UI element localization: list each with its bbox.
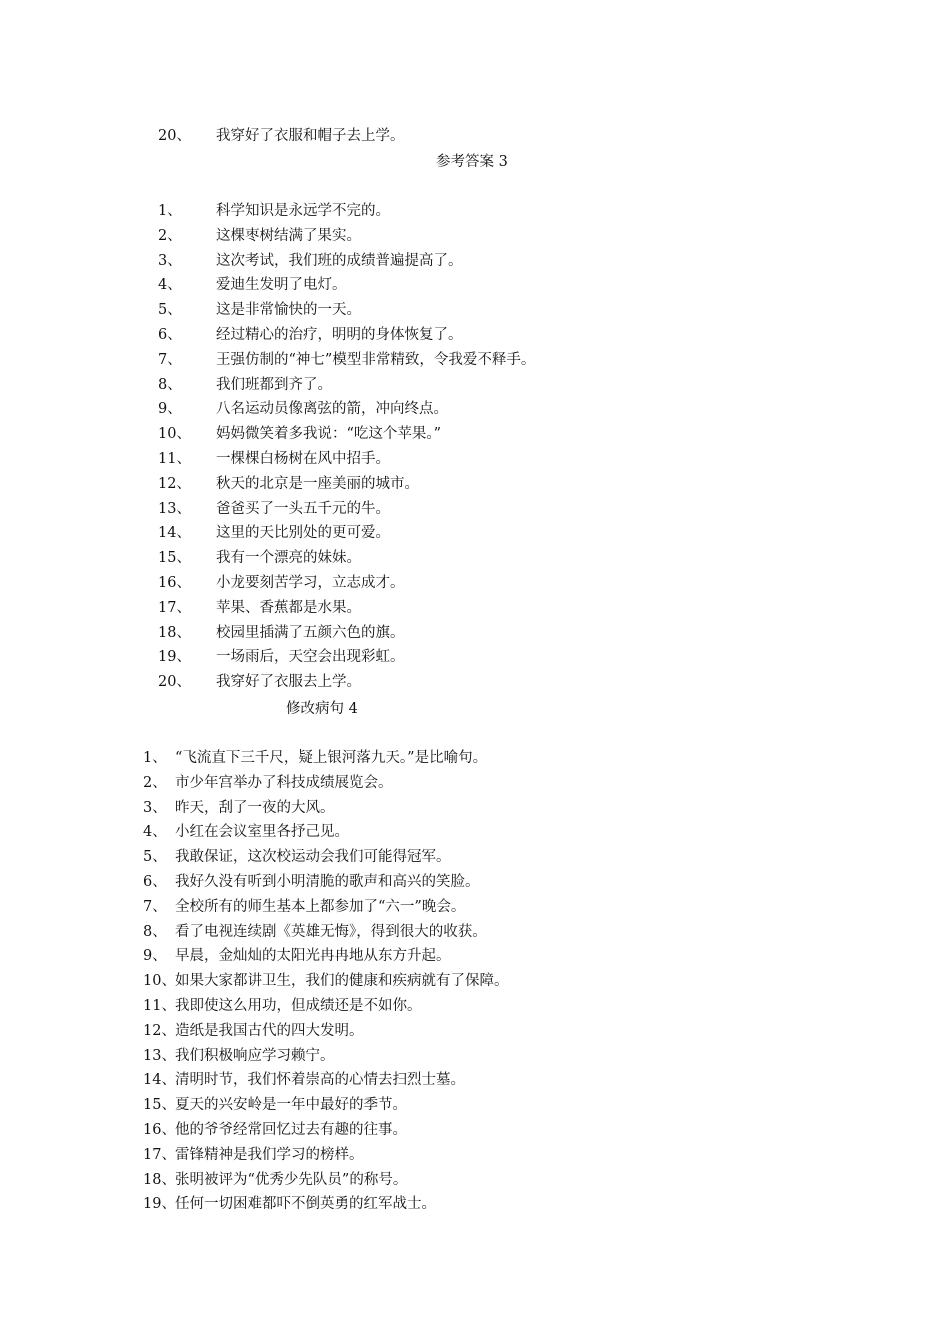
- item-text: 全校所有的师生基本上都参加了“六一”晚会。: [175, 898, 466, 915]
- item-number: 10、: [158, 426, 191, 443]
- item-text: 市少年宫举办了科技成绩展览会。: [175, 774, 393, 791]
- item-number: 16、: [143, 1122, 176, 1138]
- item-number: 19、: [143, 1196, 176, 1213]
- item-number: 17、: [158, 599, 191, 616]
- item-number: 2、: [143, 774, 167, 791]
- item-text: 八名运动员像离弦的箭，冲向终点。: [216, 401, 448, 418]
- item-text: 一棵棵白杨树在风中招手。: [216, 451, 390, 467]
- item-text: 妈妈微笑着多我说：“吃这个苹果。”: [216, 426, 442, 443]
- item-text: 校园里插满了五颜六色的旗。: [216, 624, 405, 641]
- correction-section-title: 修改病句 4: [286, 701, 358, 717]
- item-number: 12、: [158, 475, 191, 492]
- item-number: 9、: [143, 948, 167, 965]
- item-number: 2、: [158, 227, 182, 244]
- item-text: 爸爸买了一头五千元的牛。: [216, 500, 390, 517]
- item-text: 雷锋精神是我们学习的榜样。: [175, 1146, 364, 1163]
- item-number: 16、: [158, 575, 191, 591]
- item-text: 这是非常愉快的一天。: [216, 302, 361, 319]
- item-number: 15、: [143, 1097, 176, 1114]
- item-text: 我穿好了衣服和帽子去上学。: [216, 128, 405, 144]
- item-number: 5、: [158, 302, 182, 319]
- item-text: 我好久没有听到小明清脆的歌声和高兴的笑脸。: [175, 874, 480, 890]
- item-number: 10、: [143, 973, 176, 990]
- item-number: 17、: [143, 1146, 176, 1163]
- item-text: 我们积极响应学习赖宁。: [175, 1047, 335, 1064]
- item-number: 13、: [143, 1047, 176, 1064]
- item-number: 5、: [143, 849, 167, 866]
- item-text: 这里的天比别处的更可爱。: [216, 525, 390, 542]
- item-number: 15、: [158, 550, 191, 567]
- item-number: 20、: [158, 674, 191, 691]
- item-number: 18、: [143, 1171, 176, 1188]
- item-text: 秋天的北京是一座美丽的城市。: [216, 475, 419, 492]
- item-text: 看了电视连续剧《英雄无悔》，得到很大的收获。: [175, 923, 487, 940]
- item-number: 18、: [158, 624, 191, 641]
- item-text: “飞流直下三千尺，疑上银河落九天。”是比喻句。: [175, 750, 488, 766]
- item-text: 他的爷爷经常回忆过去有趣的往事。: [175, 1122, 407, 1138]
- item-number: 12、: [143, 1022, 176, 1039]
- item-number: 4、: [143, 824, 167, 841]
- item-text: 这棵枣树结满了果实。: [216, 227, 361, 244]
- item-text: 我敢保证，这次校运动会我们可能得冠军。: [175, 849, 451, 866]
- item-text: 我即使这么用功，但成绩还是不如你。: [175, 998, 422, 1014]
- item-number: 3、: [143, 799, 167, 816]
- item-text: 任何一切困难都吓不倒英勇的红军战士。: [175, 1196, 436, 1213]
- item-number: 11、: [143, 998, 176, 1014]
- item-text: 张明被评为“优秀少先队员”的称号。: [175, 1171, 408, 1188]
- item-text: 经过精心的治疗，明明的身体恢复了。: [216, 327, 463, 343]
- item-number: 6、: [143, 874, 167, 890]
- item-number: 19、: [158, 649, 191, 666]
- item-text: 爱迪生发明了电灯。: [216, 277, 347, 294]
- item-number: 8、: [143, 923, 167, 940]
- item-text: 我们班都到齐了。: [216, 376, 332, 393]
- item-number: 8、: [158, 376, 182, 393]
- item-text: 这次考试，我们班的成绩普遍提高了。: [216, 252, 463, 269]
- item-number: 11、: [158, 451, 191, 467]
- item-text: 造纸是我国古代的四大发明。: [175, 1022, 364, 1039]
- item-text: 我穿好了衣服去上学。: [216, 674, 361, 691]
- item-text: 一场雨后，天空会出现彩虹。: [216, 649, 405, 666]
- item-text: 小红在会议室里各抒己见。: [175, 824, 349, 841]
- item-number: 1、: [158, 203, 182, 219]
- item-number: 3、: [158, 252, 182, 269]
- item-text: 小龙要刻苦学习，立志成才。: [216, 575, 405, 591]
- item-number: 9、: [158, 401, 182, 418]
- item-number: 14、: [143, 1072, 176, 1089]
- item-text: 王强仿制的“神七”模型非常精致，令我爱不释手。: [216, 351, 536, 368]
- item-number: 20、: [158, 128, 191, 144]
- item-text: 苹果、香蕉都是水果。: [216, 599, 361, 616]
- item-number: 1、: [143, 750, 167, 766]
- item-text: 我有一个漂亮的妹妹。: [216, 550, 361, 567]
- item-number: 14、: [158, 525, 191, 542]
- item-number: 6、: [158, 327, 182, 343]
- item-text: 如果大家都讲卫生，我们的健康和疾病就有了保障。: [175, 973, 509, 990]
- item-number: 7、: [158, 351, 182, 368]
- item-number: 7、: [143, 898, 167, 915]
- item-text: 昨天，刮了一夜的大风。: [175, 799, 335, 816]
- item-number: 4、: [158, 277, 182, 294]
- item-text: 清明时节，我们怀着崇高的心情去扫烈士墓。: [175, 1072, 465, 1089]
- item-text: 科学知识是永远学不完的。: [216, 203, 390, 219]
- item-text: 夏天的兴安岭是一年中最好的季节。: [175, 1097, 407, 1114]
- item-text: 早晨，金灿灿的太阳光冉冉地从东方升起。: [175, 948, 451, 965]
- answer-section-title: 参考答案 3: [436, 154, 508, 170]
- item-number: 13、: [158, 500, 191, 517]
